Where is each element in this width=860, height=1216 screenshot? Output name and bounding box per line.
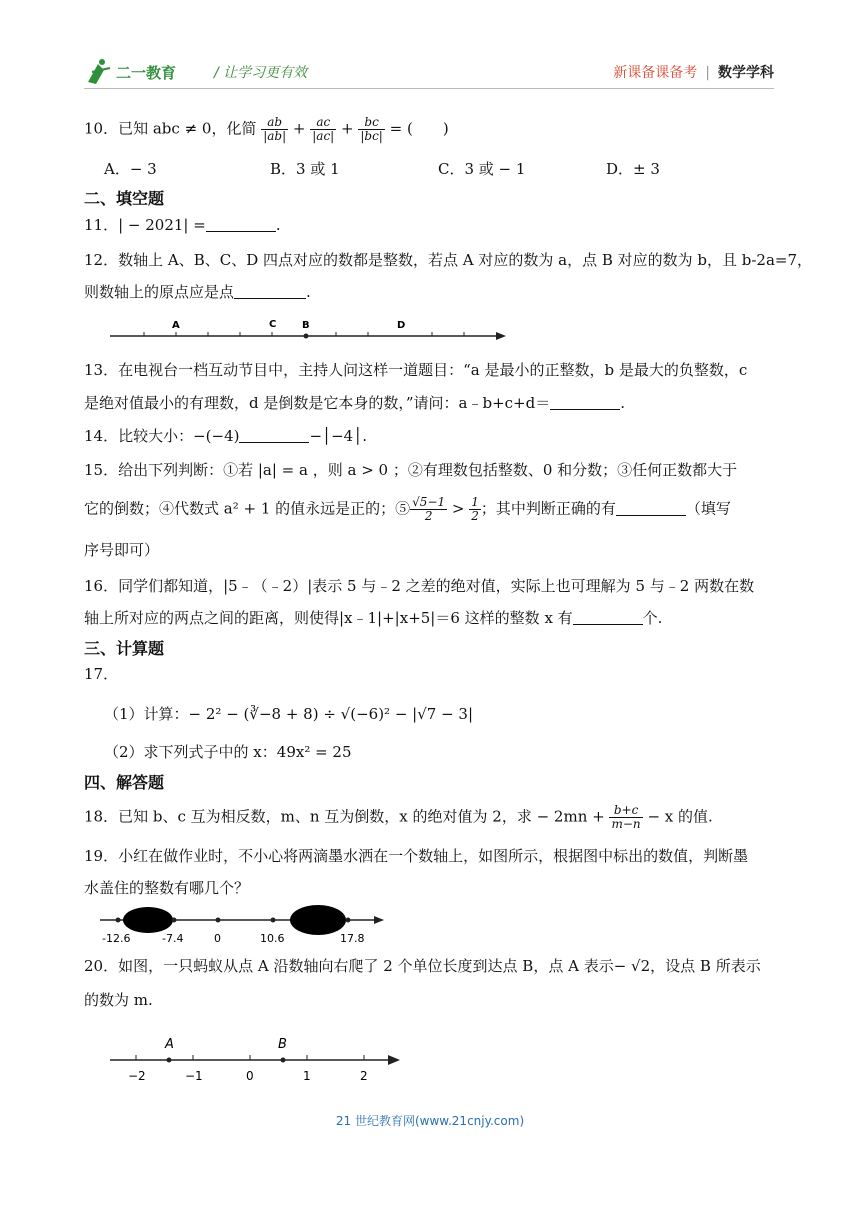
svg-text:2: 2 <box>360 1069 368 1083</box>
q14-blank <box>239 428 309 443</box>
question-15-line-3: 序号即可） <box>84 541 160 559</box>
header-divider <box>84 88 774 89</box>
question-19-line-1: 19．小红在做作业时，不小心将两滴墨水洒在一个数轴上，如图所示，根据图中标出的数值，判断墨 <box>84 847 749 865</box>
q12-label-c: C <box>269 319 277 330</box>
question-14: 14．比较大小：−(−4) −│−4│. <box>84 427 367 445</box>
question-15-line-2: 它的倒数；④代数式 a² + 1 的值永远是正的；⑤ $\frac{√5-1}{2}$ > $\frac{1}{2}$ ；其中判断正确的有 （填写 <box>84 495 731 523</box>
question-16-line-1: 16．同学们都知道，|5﹣（﹣2）|表示 5 与﹣2 之差的绝对值，实际上也可理解为 5 与﹣2 两数在数 <box>84 577 755 595</box>
svg-text:-12.6: -12.6 <box>102 932 131 945</box>
q19-ink-number-line <box>98 904 388 946</box>
section-3-heading: 三、计算题 <box>84 639 165 658</box>
q10-fraction-1: $\frac{ab}{|ab|}$ <box>263 115 287 143</box>
question-20-line-2: 的数为 m. <box>84 991 153 1009</box>
section-4-heading: 四、解答题 <box>84 773 165 792</box>
svg-text:0: 0 <box>214 932 221 945</box>
q11-stem: 11．| − 2021| = <box>84 216 206 234</box>
q11-blank <box>206 217 276 232</box>
q15-fraction-2: $\frac{1}{2}$ <box>471 495 479 523</box>
question-13-line-2: 是绝对值最小的有理数，d 是倒数是它本身的数，”请问：a﹣b+c+d＝ . <box>84 394 626 412</box>
ink-blot-2 <box>290 905 346 935</box>
question-11: 11．| − 2021| = . <box>84 216 281 234</box>
page-footer[interactable]: 21 世纪教育网(www.21cnjy.com) <box>335 1114 525 1128</box>
question-12-line-1: 12．数轴上 A、B、C、D 四点对应的数都是整数，若点 A 对应的数为 a，点 B 对应的数为 b，且 b-2a=7， <box>84 251 813 269</box>
q15-fraction-1: $\frac{√5-1}{2}$ <box>412 495 446 523</box>
q12-label-d: D <box>397 320 406 331</box>
section-2-heading: 二、填空题 <box>84 189 165 208</box>
q13-blank <box>550 395 620 410</box>
question-10: 10．已知 abc ≠ 0，化简 $\frac{ab}{|ab|}$ + $\frac{ac}{|ac|}$ + $\frac{bc}{|bc|}$ = ( ) <box>84 115 449 143</box>
logo <box>84 58 194 86</box>
q12-number-line <box>110 316 510 344</box>
question-18: 18．已知 b、c 互为相反数，m、n 互为倒数，x 的绝对值为 2，求 − 2mn + $\frac{b+c}{m-n}$ − x 的值. <box>84 803 713 831</box>
point-b <box>281 1058 286 1063</box>
header-right <box>613 62 774 82</box>
q10-tail: = ( ) <box>389 119 449 138</box>
q10-option-a: A．− 3 <box>104 160 157 178</box>
question-17-part-2: （2）求下列式子中的 x：49x² = 25 <box>104 743 352 761</box>
q10-option-d: D．± 3 <box>606 160 660 178</box>
q10-option-c: C．3 或 − 1 <box>438 160 526 178</box>
q10-stem: 10．已知 abc ≠ 0，化简 <box>84 119 257 138</box>
q15-blank <box>616 501 686 516</box>
q12-blank <box>234 284 306 299</box>
question-17-part-1: （1）计算：− 2² − (∛−8 + 8) ÷ √(−6)² − |√7 − 3| <box>104 705 474 723</box>
q10-option-b: B．3 或 1 <box>270 160 340 178</box>
q20-number-line <box>108 1034 408 1088</box>
question-12-line-2: 则数轴上的原点应是点 . <box>84 283 311 301</box>
header-subject-label: 数学学科 <box>718 65 774 81</box>
question-17-number: 17． <box>84 665 119 683</box>
header-course-label: 新课备课备考 <box>613 65 698 81</box>
q12-label-a: A <box>172 320 180 331</box>
q18-fraction: $\frac{b+c}{m-n}$ <box>611 803 641 831</box>
question-16-line-2: 轴上所对应的两点之间的距离，则使得|x﹣1|+|x+5|＝6 这样的整数 x 有 个. <box>84 609 663 627</box>
slogan: / 让学习更有效 <box>214 65 308 81</box>
q10-fraction-2: $\frac{ac}{|ac|}$ <box>312 115 335 143</box>
question-13-line-1: 13．在电视台一档互动节目中，主持人问这样一道题目：“a 是最小的正整数，b 是最大的负整数，c <box>84 361 748 379</box>
svg-text:−2: −2 <box>128 1069 146 1083</box>
point-a <box>167 1058 172 1063</box>
question-19-line-2: 水盖住的整数有哪几个？ <box>84 879 250 897</box>
question-15-line-1: 15．给出下列判断：①若 |a| = a ，则 a > 0 ；②有理数包括整数、0 和分数；③任何正数都大于 <box>84 461 738 479</box>
svg-text:A: A <box>165 1037 174 1052</box>
page-header <box>0 56 860 92</box>
svg-text:17.8: 17.8 <box>340 932 365 945</box>
svg-text:二一教育: 二一教育 <box>116 64 177 82</box>
q16-blank <box>573 610 643 625</box>
svg-text:0: 0 <box>246 1069 254 1083</box>
svg-text:1: 1 <box>303 1069 311 1083</box>
header-separator: | <box>705 65 710 81</box>
svg-text:10.6: 10.6 <box>260 932 285 945</box>
svg-text:−1: −1 <box>185 1069 203 1083</box>
q10-fraction-3: $\frac{bc}{|bc|}$ <box>360 115 383 143</box>
svg-text:B: B <box>278 1037 287 1052</box>
question-20-line-1: 20．如图，一只蚂蚁从点 A 沿数轴向右爬了 2 个单位长度到达点 B，点 A 表示− √2，设点 B 所表示 <box>84 957 761 975</box>
q12-label-b: B <box>302 320 310 331</box>
svg-text:-7.4: -7.4 <box>162 932 184 945</box>
ink-blot-1 <box>123 907 173 933</box>
